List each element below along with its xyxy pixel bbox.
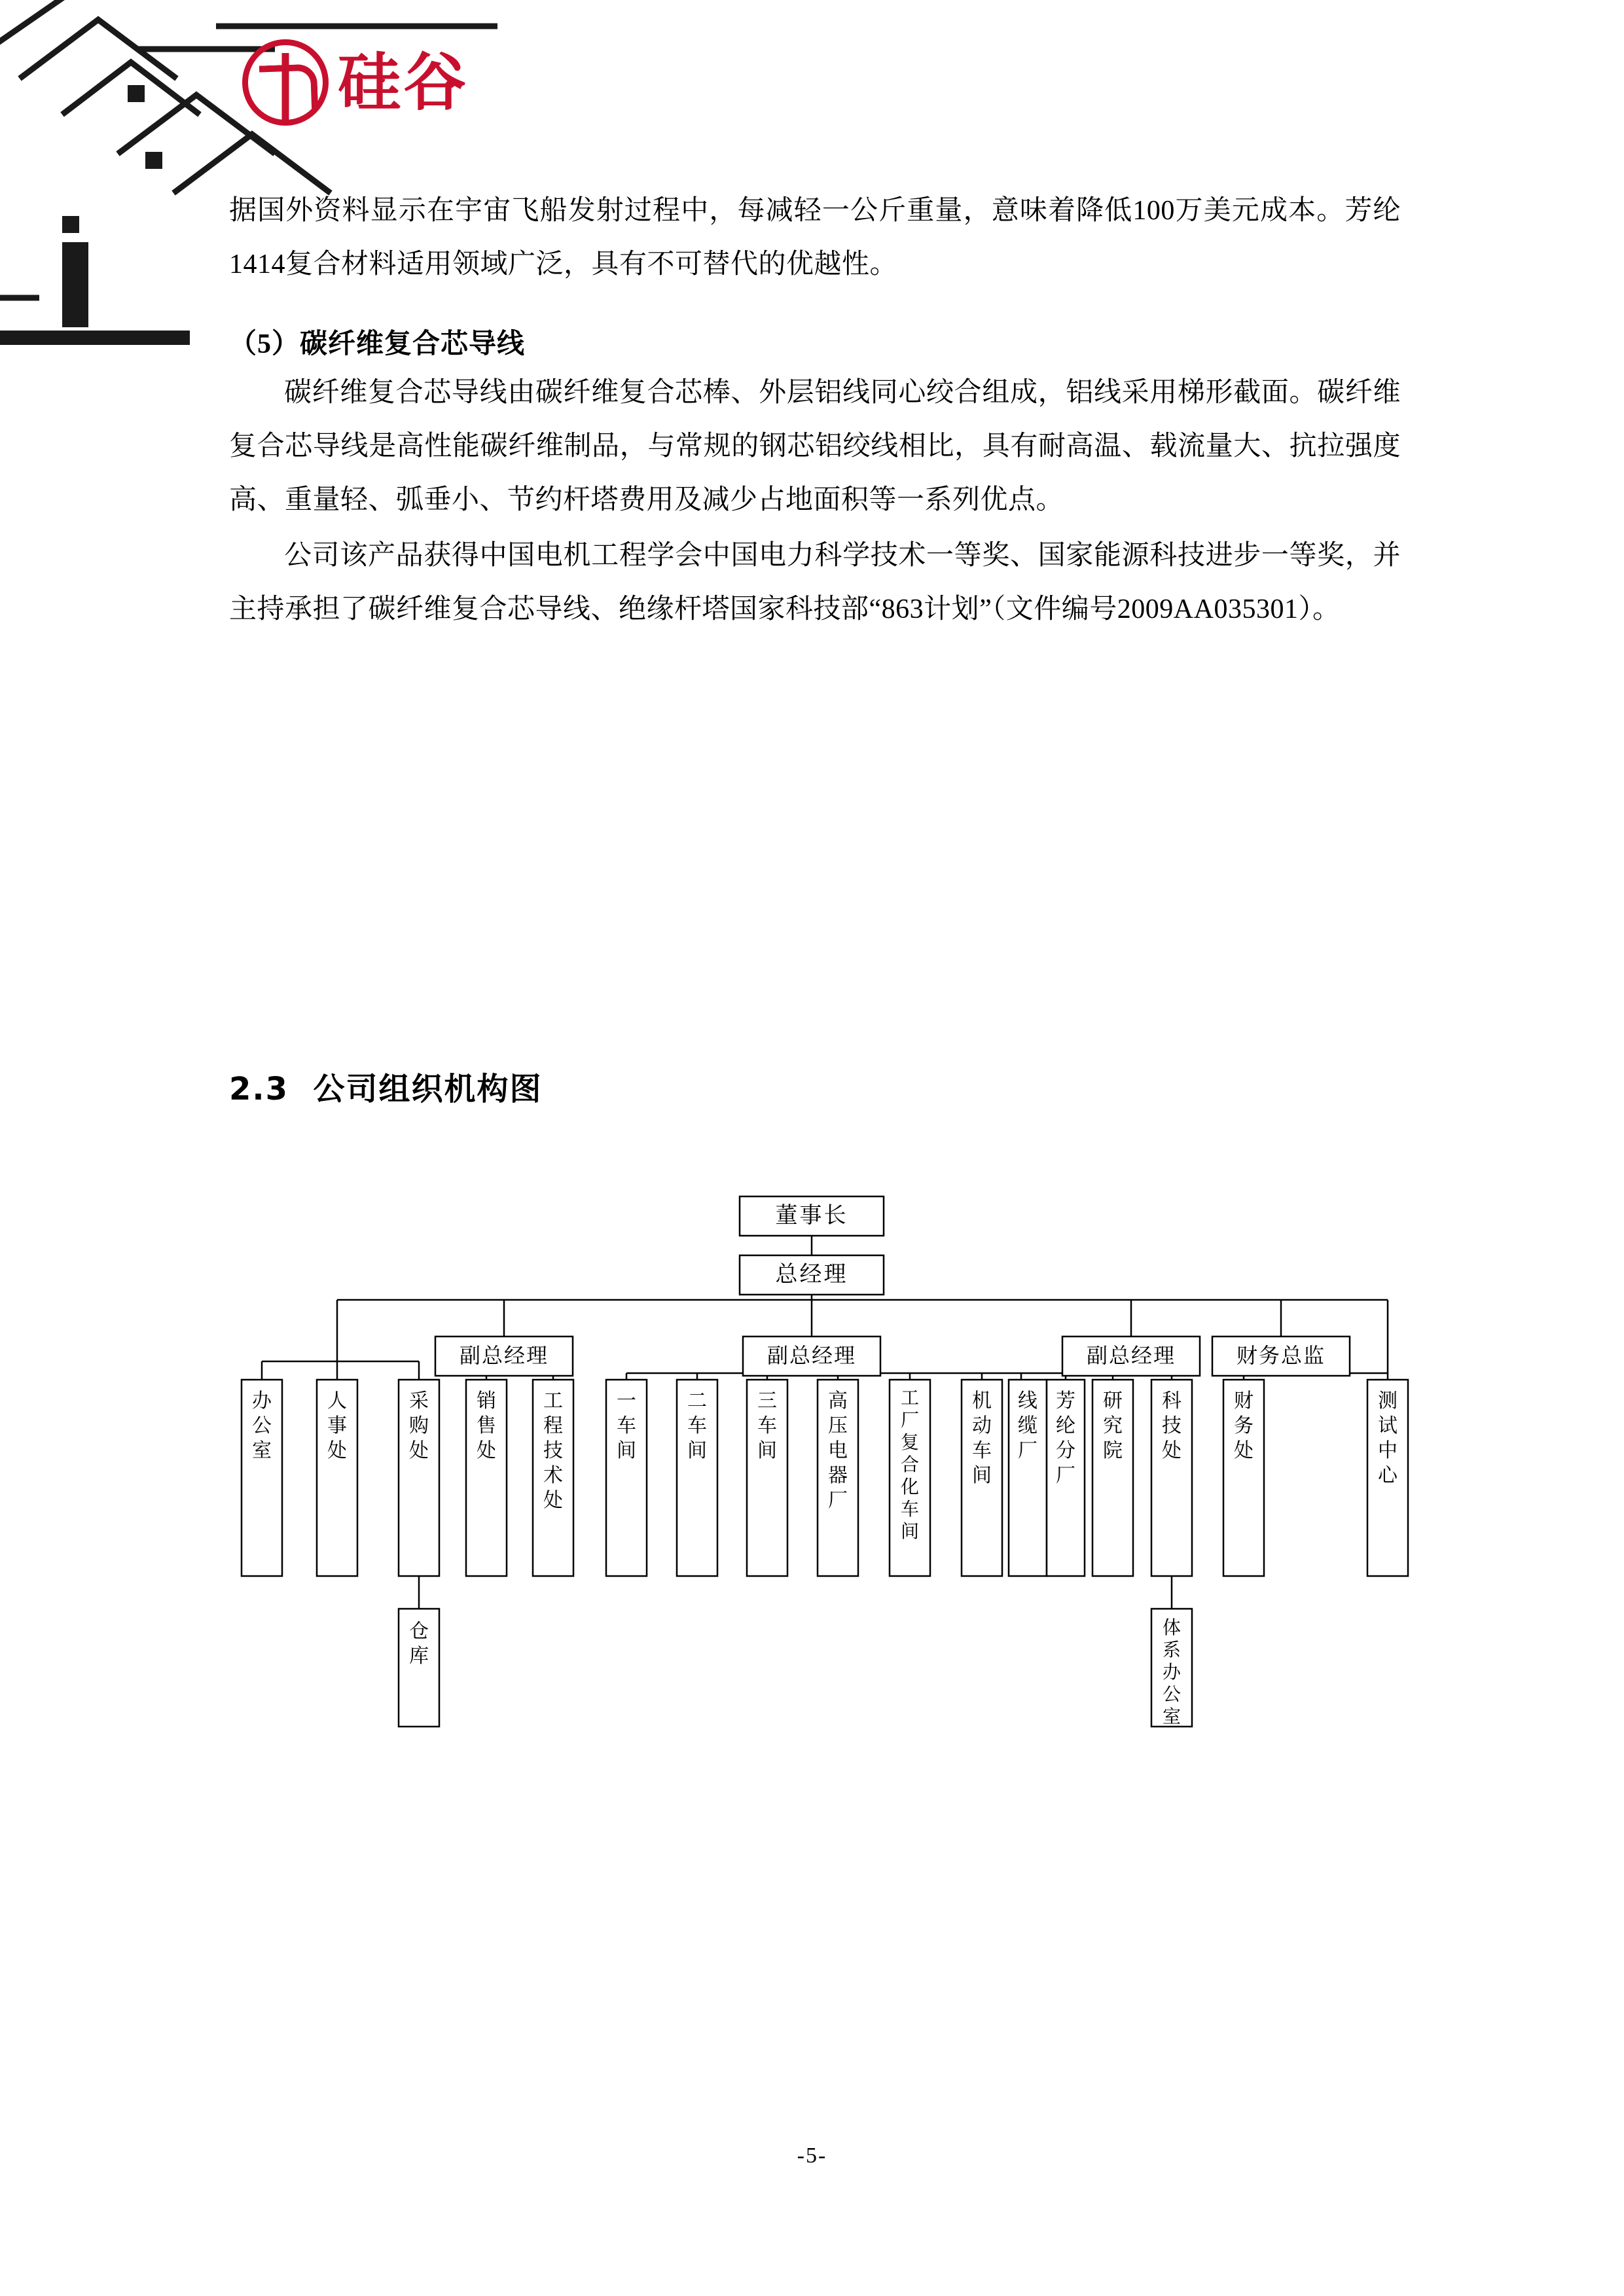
svg-text:工: 工: [900, 1388, 920, 1408]
svg-text:三: 三: [757, 1390, 777, 1412]
svg-text:务: 务: [1234, 1415, 1254, 1437]
svg-text:处: 处: [477, 1440, 496, 1462]
svg-text:系: 系: [1162, 1640, 1182, 1660]
svg-text:器: 器: [828, 1465, 848, 1486]
section-heading-text: 公司组织机构图: [313, 1071, 543, 1107]
svg-text:复: 复: [900, 1433, 920, 1453]
svg-text:售: 售: [477, 1415, 496, 1437]
svg-text:程: 程: [543, 1415, 563, 1437]
svg-text:厂: 厂: [1018, 1440, 1038, 1462]
svg-text:压: 压: [828, 1415, 848, 1437]
svg-text:副总经理: 副总经理: [459, 1344, 549, 1367]
svg-text:化: 化: [900, 1477, 920, 1498]
company-logo: [242, 39, 469, 126]
svg-text:副总经理: 副总经理: [1086, 1344, 1176, 1367]
svg-text:间: 间: [687, 1440, 707, 1462]
svg-text:体: 体: [1162, 1618, 1182, 1638]
svg-text:厂: 厂: [1056, 1465, 1075, 1486]
svg-text:公: 公: [252, 1415, 272, 1437]
svg-text:院: 院: [1103, 1440, 1123, 1462]
svg-text:处: 处: [327, 1440, 347, 1462]
page-footer: [0, 2144, 1624, 2168]
svg-text:工: 工: [543, 1390, 563, 1412]
svg-text:车: 车: [757, 1415, 777, 1437]
svg-text:科: 科: [1162, 1390, 1182, 1412]
svg-text:车: 车: [900, 1499, 920, 1520]
svg-text:车: 车: [687, 1415, 707, 1437]
paragraph-3: 公司该产品获得中国电机工程学会中国电力科学技术一等奖、国家能源科技进步一等奖，并主持承担了碳纤维复合芯导线、绝缘杆塔国家科技部“863计划”（文件编号2009AA035301）。: [229, 541, 1401, 625]
silicon-valley-logo-mark-icon: [242, 39, 329, 126]
svg-text:车: 车: [617, 1415, 636, 1437]
svg-text:间: 间: [972, 1465, 992, 1486]
svg-text:中: 中: [1378, 1440, 1398, 1462]
svg-text:心: 心: [1378, 1465, 1398, 1486]
svg-text:测: 测: [1378, 1390, 1398, 1412]
page-number: -5-: [797, 2144, 827, 2168]
svg-text:间: 间: [900, 1522, 920, 1542]
paragraph-1: 据国外资料显示在宇宙飞船发射过程中，每减轻一公斤重量，意味着降低100万美元成本。芳纶1414复合材料适用领域广泛，具有不可替代的优越性。: [229, 196, 1401, 279]
svg-text:二: 二: [687, 1390, 707, 1412]
svg-text:室: 室: [1162, 1707, 1182, 1727]
svg-text:事: 事: [327, 1415, 347, 1437]
svg-text:财: 财: [1234, 1390, 1254, 1412]
svg-text:财务总监: 财务总监: [1236, 1344, 1326, 1367]
svg-text:芳: 芳: [1056, 1390, 1075, 1412]
svg-text:纶: 纶: [1056, 1415, 1075, 1437]
svg-text:分: 分: [1056, 1440, 1075, 1462]
section-title: [229, 1064, 542, 1109]
svg-text:人: 人: [327, 1390, 347, 1412]
svg-text:间: 间: [617, 1440, 636, 1462]
document-body: [229, 185, 1401, 639]
svg-text:一: 一: [617, 1390, 636, 1412]
svg-text:技: 技: [543, 1440, 563, 1462]
svg-text:车: 车: [972, 1440, 992, 1462]
svg-text:总经理: 总经理: [775, 1263, 848, 1287]
svg-text:购: 购: [409, 1415, 429, 1437]
svg-text:术: 术: [543, 1465, 563, 1486]
svg-text:动: 动: [972, 1415, 992, 1437]
svg-text:处: 处: [1234, 1440, 1254, 1462]
svg-text:厂: 厂: [900, 1410, 920, 1431]
paragraph-2: 碳纤维复合芯导线由碳纤维复合芯棒、外层铝线同心绞合组成，铝线采用梯形截面。碳纤维复合芯导线是高性能碳纤维制品，与常规的钢芯铝绞线相比，具有耐高温、载流量大、抗拉强度高、重量轻、弧垂小、节约杆塔费用及减少占地面积等一系列优点。: [229, 377, 1401, 515]
svg-text:研: 研: [1103, 1390, 1123, 1412]
org-chart: [0, 1172, 1624, 1826]
svg-text:处: 处: [409, 1440, 429, 1462]
svg-text:技: 技: [1162, 1415, 1182, 1437]
svg-text:试: 试: [1378, 1415, 1398, 1437]
company-logo-text: 硅谷: [338, 46, 469, 119]
subheading-carbon-fiber: （5）碳纤维复合芯导线: [229, 329, 526, 359]
svg-text:办: 办: [1162, 1662, 1182, 1683]
svg-text:间: 间: [757, 1440, 777, 1462]
svg-text:合: 合: [900, 1455, 920, 1475]
svg-text:处: 处: [543, 1490, 563, 1511]
svg-text:究: 究: [1103, 1415, 1123, 1437]
svg-text:副总经理: 副总经理: [767, 1344, 857, 1367]
svg-text:电: 电: [828, 1440, 848, 1462]
svg-text:仓: 仓: [409, 1621, 429, 1642]
svg-text:董事长: 董事长: [775, 1204, 848, 1228]
svg-text:办: 办: [252, 1390, 272, 1412]
svg-text:线: 线: [1018, 1390, 1038, 1412]
svg-text:室: 室: [252, 1440, 272, 1462]
svg-text:机: 机: [972, 1390, 992, 1412]
svg-text:公: 公: [1162, 1685, 1182, 1705]
svg-text:处: 处: [1162, 1440, 1182, 1462]
svg-text:高: 高: [828, 1390, 848, 1412]
svg-text:厂: 厂: [828, 1490, 848, 1511]
svg-text:库: 库: [409, 1645, 429, 1667]
section-number: 2.3: [229, 1071, 289, 1107]
svg-text:销: 销: [477, 1390, 496, 1412]
svg-text:采: 采: [409, 1390, 429, 1412]
svg-text:缆: 缆: [1018, 1415, 1038, 1437]
